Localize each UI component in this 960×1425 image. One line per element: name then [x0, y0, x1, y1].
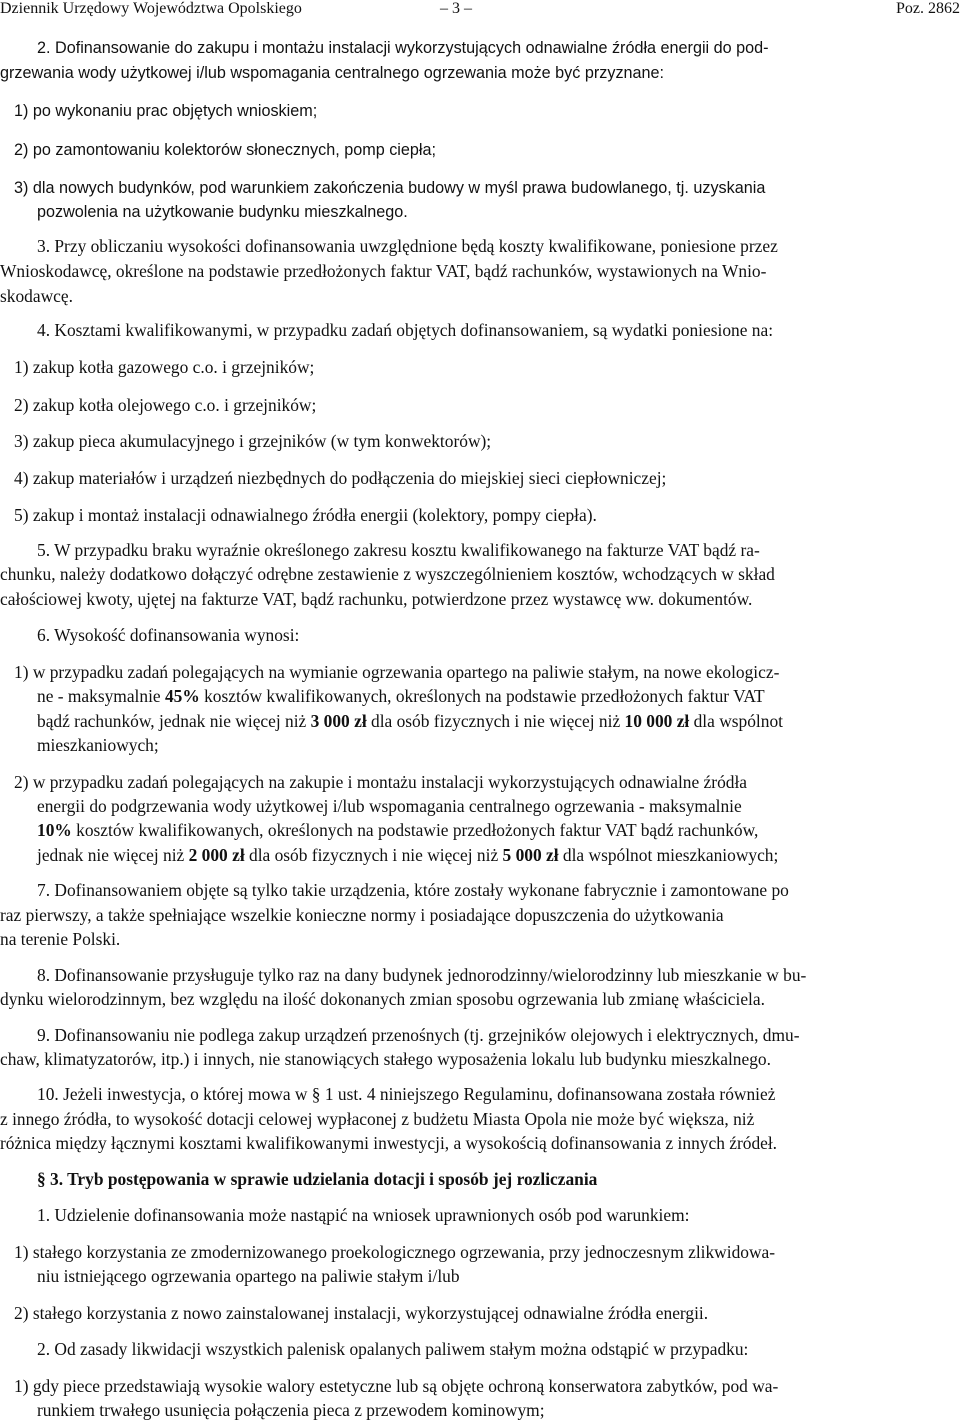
p3-line2: Wnioskodawcę, określone na podstawie przedłożonych faktur VAT, bądź rachunków, wystawionych na Wnio-	[0, 261, 767, 281]
p4-intro: 4. Kosztami kwalifikowanymi, w przypadku zadań objętych dofinansowaniem, są wydatki poniesione na:	[37, 320, 774, 340]
p6-item2-line4: jednak nie więcej niż 2 000 zł dla osób fizycznych i nie więcej niż 5 000 zł dla wspólnot mieszkaniowych;	[37, 845, 779, 865]
section-3-heading: § 3. Tryb postępowania w sprawie udzielania dotacji i sposób jej rozliczania	[37, 1169, 598, 1189]
p6-item1-line4: mieszkaniowych;	[37, 735, 159, 755]
p4-item1: 1) zakup kotła gazowego c.o. i grzejników;	[14, 357, 315, 377]
p4-item5: 5) zakup i montaż instalacji odnawialnego źródła energii (kolektory, pompy ciepła).	[14, 505, 597, 525]
p3-line3: skodawcę.	[0, 286, 73, 306]
p7-line2: raz pierwszy, a także spełniające wszelkie konieczne normy i posiadające dopuszczenia do użytkowania	[0, 905, 724, 925]
p6-item1-line1: 1) w przypadku zadań polegających na wymianie ogrzewania opartego na paliwie stałym, na nowe ekologicz-	[14, 662, 780, 682]
amount-10000: 10 000 zł	[624, 711, 690, 731]
s3p1-item1-line2: niu istniejącego ogrzewania opartego na paliwie stałym i/lub	[37, 1266, 460, 1286]
p4-item2: 2) zakup kotła olejowego c.o. i grzejników;	[14, 395, 317, 415]
p9-line2: chaw, klimatyzatorów, itp.) i innych, nie stanowiących stałego wyposażenia lokalu lub budynku mieszkalnego.	[0, 1049, 771, 1069]
p6-item2-line3: 10% kosztów kwalifikowanych, określonych na podstawie przedłożonych faktur VAT bądź rachunków,	[37, 820, 759, 840]
p3-line1: 3. Przy obliczaniu wysokości dofinansowania uwzględnione będą koszty kwalifikowane, poniesione przez	[37, 236, 778, 256]
p2-line1: 2. Dofinansowanie do zakupu i montażu instalacji wykorzystujących odnawialne źródła energii do pod-	[37, 39, 769, 57]
amount-5000: 5 000 zł	[502, 845, 559, 865]
amount-3000: 3 000 zł	[310, 711, 367, 731]
s3p1-item2: 2) stałego korzystania z nowo zainstalowanej instalacji, wykorzystującej odnawialne źródła energii.	[14, 1303, 709, 1323]
percent-10: 10%	[37, 820, 72, 840]
p2-item3-line1: 3) dla nowych budynków, pod warunkiem zakończenia budowy w myśl prawa budowlanego, tj. uzyskania	[14, 179, 766, 197]
p10-line3: różnica między łącznymi kosztami kwalifikowanymi inwestycji, a wysokością dofinansowania z innych źródeł.	[0, 1133, 778, 1153]
p6-item1-line3: bądź rachunków, jednak nie więcej niż 3 000 zł dla osób fizycznych i nie więcej niż 10 000 zł dla wspólnot	[37, 711, 783, 731]
p2-item3-line2: pozwolenia na użytkowanie budynku mieszkalnego.	[37, 203, 408, 221]
page-header	[0, 0, 960, 18]
s3p2-item1-line2: runkiem trwałego usunięcia połączenia pieca z przewodem kominowym;	[37, 1400, 545, 1420]
p8-line2: dynku wielorodzinnym, bez względu na ilość dokonanych zmian sposobu ogrzewania lub zmianę właściciela.	[0, 989, 765, 1009]
p10-line1: 10. Jeżeli inwestycja, o której mowa w § 1 ust. 4 niniejszego Regulaminu, dofinansowana została również	[37, 1084, 776, 1104]
p5-line2: chunku, należy dodatkowo dołączyć odrębne zestawienie z wyszczególnieniem kosztów, wchodzących w skład	[0, 564, 775, 584]
s3p2-intro: 2. Od zasady likwidacji wszystkich palenisk opalanych paliwem stałym można odstąpić w przypadku:	[37, 1339, 749, 1359]
p7-line1: 7. Dofinansowaniem objęte są tylko takie urządzenia, które zostały wykonane fabrycznie i zamontowane po	[37, 880, 789, 900]
p2-line2: grzewania wody użytkowej i/lub wspomagania centralnego ogrzewania może być przyznane:	[0, 64, 665, 82]
s3p2-item1-line1: 1) gdy piece przedstawiają wysokie walory estetyczne lub są objęte ochroną konserwatora zabytków, pod wa-	[14, 1376, 779, 1396]
page-number: – 3 –	[440, 0, 472, 17]
p7-line3: na terenie Polski.	[0, 929, 121, 949]
p6-intro: 6. Wysokość dofinansowania wynosi:	[37, 625, 300, 645]
p6-item1-line2: ne - maksymalnie 45% kosztów kwalifikowanych, określonych na podstawie przedłożonych faktur VAT	[37, 686, 765, 706]
s3p1-item1-line1: 1) stałego korzystania ze zmodernizowanego proekologicznego ogrzewania, przy jednoczesnym zlikwidowa-	[14, 1242, 776, 1262]
p8-line1: 8. Dofinansowanie przysługuje tylko raz na dany budynek jednorodzinny/wielorodzinny lub mieszkanie w bu-	[37, 965, 807, 985]
p6-item2-line1: 2) w przypadku zadań polegających na zakupie i montażu instalacji wykorzystujących odnawialne źródła	[14, 772, 748, 792]
p2-item1: 1) po wykonaniu prac objętych wnioskiem;	[14, 102, 318, 120]
p5-line3: całościowej kwoty, ujętej na fakturze VAT, bądź rachunku, potwierdzone przez wystawcę ww. dokumentów.	[0, 589, 753, 609]
p2-item2: 2) po zamontowaniu kolektorów słonecznych, pomp ciepła;	[14, 141, 436, 159]
p5-line1: 5. W przypadku braku wyraźnie określonego zakresu kosztu kwalifikowanego na fakturze VAT bądź ra-	[37, 540, 760, 560]
p10-line2: z innego źródła, to wysokość dotacji celowej wypłaconej z budżetu Miasta Opola nie może być większa, niż	[0, 1109, 755, 1129]
s3p1-intro: 1. Udzielenie dofinansowania może nastąpić na wniosek uprawnionych osób pod warunkiem:	[37, 1205, 690, 1225]
percent-45: 45%	[164, 686, 200, 706]
p4-item4: 4) zakup materiałów i urządzeń niezbędnych do podłączenia do miejskiej sieci ciepłowniczej;	[14, 468, 667, 488]
p9-line1: 9. Dofinansowaniu nie podlega zakup urządzeń przenośnych (tj. grzejników olejowych i elektrycznych, dmu-	[37, 1025, 800, 1045]
p4-item3: 3) zakup pieca akumulacyjnego i grzejników (w tym konwektorów);	[14, 431, 492, 451]
journal-title: Dziennik Urzędowy Województwa Opolskiego	[0, 0, 302, 17]
position-number: Poz. 2862	[896, 0, 960, 17]
amount-2000: 2 000 zł	[188, 845, 245, 865]
p6-item2-line2: energii do podgrzewania wody użytkowej i/lub wspomagania centralnego ogrzewania - maksymalnie	[37, 796, 742, 816]
